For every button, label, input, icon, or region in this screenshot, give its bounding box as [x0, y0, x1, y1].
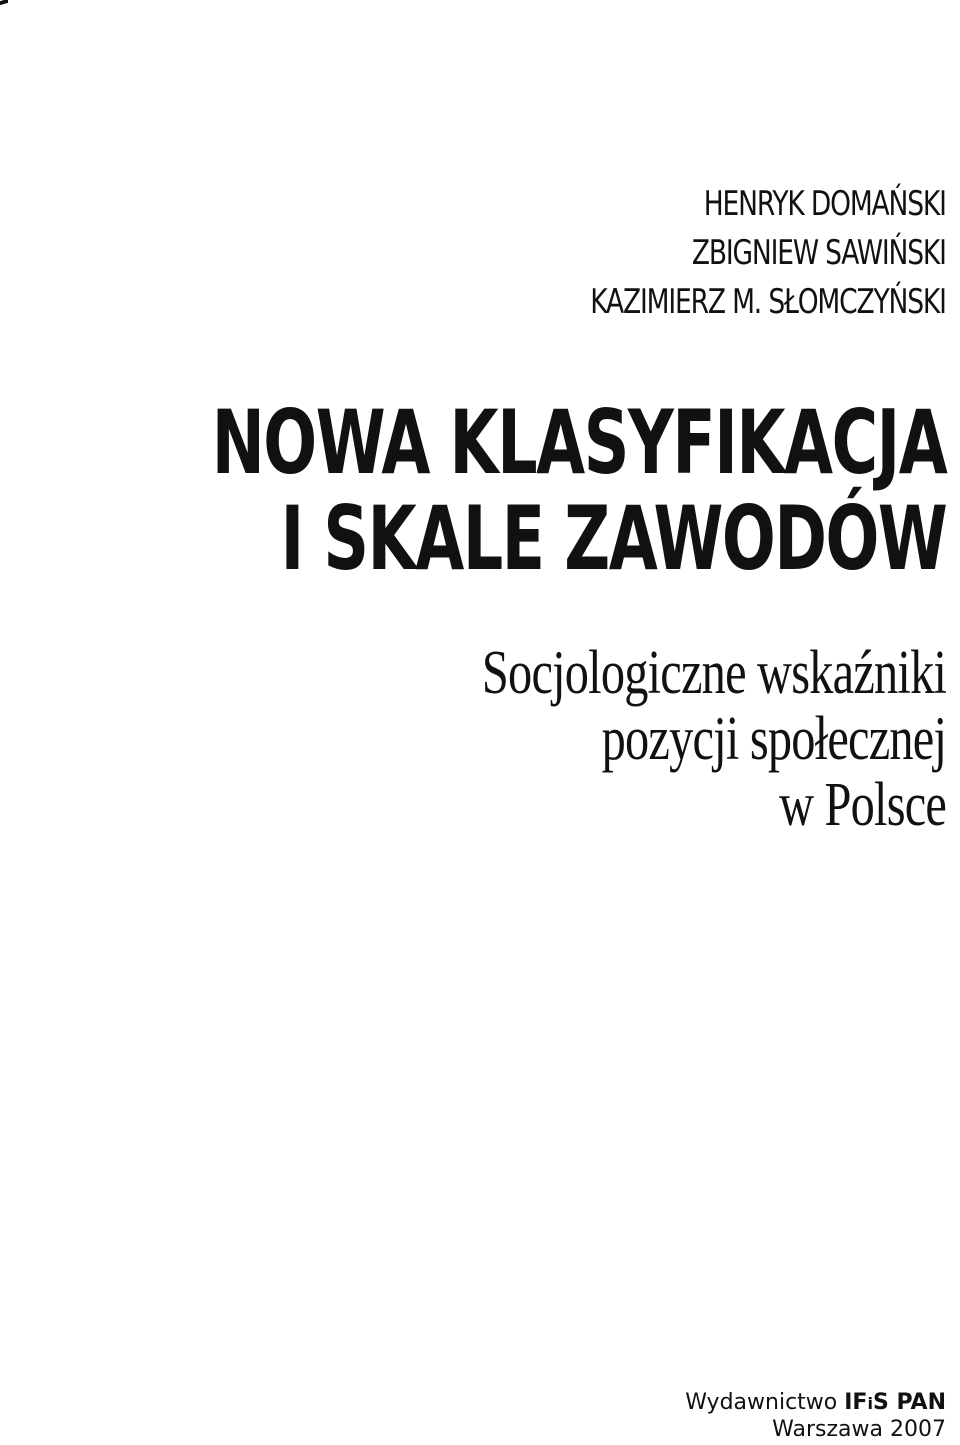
book-subtitle [482, 640, 946, 838]
author-name: HENRYK DOMAŃSKI [704, 184, 946, 224]
title-line-2: I SKALE ZAWODÓW [280, 487, 947, 590]
author-name: KAZIMIERZ M. SŁOMCZYŃSKI [590, 282, 946, 322]
publisher-imprint [685, 1390, 946, 1443]
brand-part-2: i [867, 1394, 873, 1413]
publisher-place-year: Warszawa 2007 [772, 1417, 946, 1442]
brand-part-3: S PAN [872, 1390, 946, 1415]
publisher-brand [844, 1390, 946, 1415]
scan-artifact [0, 0, 8, 5]
subtitle-line-1: Socjologiczne wskaźniki [481, 639, 946, 707]
author-name: ZBIGNIEW SAWIŃSKI [692, 233, 946, 273]
subtitle-line-3: w Polsce [778, 771, 946, 839]
title-line-1: NOWA KLASYFIKACJA [211, 391, 946, 494]
brand-part-1: IF [844, 1390, 868, 1415]
book-title [211, 391, 947, 590]
author-list [591, 180, 946, 327]
publisher-prefix: Wydawnictwo [685, 1390, 838, 1415]
subtitle-line-2: pozycji społecznej [601, 705, 946, 773]
publisher-line [685, 1390, 946, 1417]
